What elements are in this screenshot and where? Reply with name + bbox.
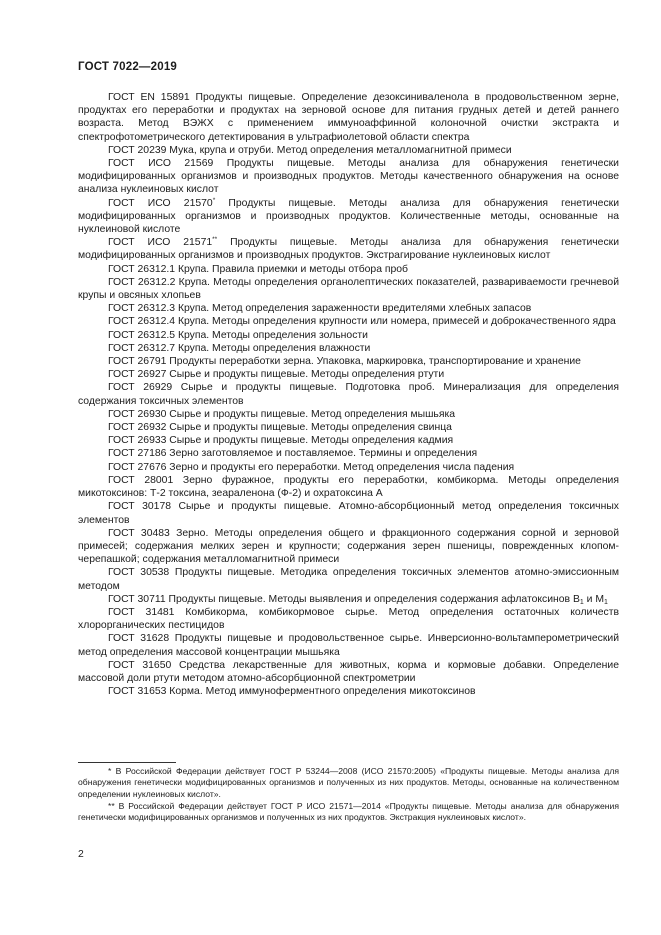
- reference-code: ГОСТ ИСО 21570: [108, 197, 213, 209]
- reference-item: ГОСТ 31628 Продукты пищевые и продовольственное сырье. Инверсионно-вольтамперометрический метод определения массовой концентрации мышьяка: [78, 633, 619, 658]
- normative-references-list: [78, 91, 619, 698]
- reference-text: и M: [583, 593, 605, 605]
- page-number: 2: [78, 849, 84, 860]
- reference-item: ГОСТ 26312.2 Крупа. Методы определения органолептических показателей, развариваемости гречневой крупы и овсяных хлопьев: [78, 276, 619, 302]
- reference-item: ГОСТ 31650 Средства лекарственные для животных, корма и кормовые добавки. Определение массовой доли ртути методом атомно-абсорбционной спектрометрии: [78, 659, 619, 684]
- reference-item: ГОСТ 31653 Корма. Метод иммуноферментного определения микотоксинов: [108, 686, 476, 698]
- reference-item: ГОСТ 26312.7 Крупа. Методы определения влажности: [108, 342, 371, 354]
- footnote-mark: *: [108, 766, 112, 776]
- reference-item: ГОСТ 27676 Зерно и продукты его переработки. Метод определения числа падения: [108, 461, 515, 473]
- footnote-mark: *: [212, 196, 216, 204]
- reference-item: ГОСТ 26929 Сырье и продукты пищевые. Подготовка проб. Минерализация для определения содержания токсичных элементов: [78, 382, 619, 407]
- footnote-mark: **: [108, 801, 115, 811]
- footnote-text: В Российской Федерации действует ГОСТ Р ИСО 21571—2014 «Продукты пищевые. Методы анализа для обнаружения генетически модифицированных организмов и полученных из них продуктов. Экстракция нуклеиновых кислот».: [78, 801, 619, 823]
- reference-item: ГОСТ 31481 Комбикорма, комбикормовое сырье. Метод определения остаточных количеств хлорорганических пестицидов: [78, 606, 619, 632]
- footnote-divider: [78, 762, 176, 763]
- reference-item: ГОСТ 26312.5 Крупа. Методы определения зольности: [108, 329, 368, 341]
- reference-item: ГОСТ 26927 Сырье и продукты пищевые. Методы определения ртути: [108, 369, 445, 381]
- reference-item: ГОСТ EN 15891 Продукты пищевые. Определение дезоксиниваленола в продовольственном зерне, продуктах его переработки и продуктах на зерновой основе для питания грудных детей и детей раннего возраста. Метод ВЭЖХ с применением иммуноаффинной колоночной очистки экстракта и спектрофотометрического детектирования в ультрафиолетовой области спектра: [78, 92, 619, 143]
- reference-item: ГОСТ 26312.4 Крупа. Методы определения крупности или номера, примесей и доброкачественного ядра: [108, 316, 616, 328]
- reference-item: ГОСТ 30483 Зерно. Методы определения общего и фракционного содержания сорной и зерновой примесей; содержания мелких зерен и крупности; содержания зерен пшеницы, поврежденных клопом-черепашкой; содержания металломагнитной примеси: [78, 527, 619, 566]
- reference-item: [78, 236, 619, 262]
- footnote: [78, 801, 619, 824]
- reference-item: ГОСТ 30538 Продукты пищевые. Методика определения токсичных элементов атомно-эмиссионным методом: [78, 567, 619, 592]
- reference-item: ГОСТ 28001 Зерно фуражное, продукты его переработки, комбикорма. Методы определения микотоксинов: Т-2 токсина, зеараленона (Ф-2) и охратоксина А: [78, 474, 619, 500]
- reference-title: Продукты пищевые. Методы анализа для обнаружения генетически модифицированных организмов и производных продуктов. Количественные методы, основанные на нуклеиновой кислоте: [78, 197, 619, 236]
- reference-item: [78, 197, 619, 237]
- reference-item: ГОСТ 20239 Мука, крупа и отруби. Метод определения металломагнитной примеси: [108, 144, 512, 156]
- reference-item: ГОСТ 26312.3 Крупа. Метод определения зараженности вредителями хлебных запасов: [108, 303, 532, 315]
- reference-item: ГОСТ 26791 Продукты переработки зерна. Упаковка, маркировка, транспортирование и хранение: [108, 356, 581, 368]
- subscript: 1: [604, 598, 608, 606]
- subscript: 1: [579, 598, 584, 606]
- reference-item: [78, 593, 619, 606]
- reference-item: ГОСТ ИСО 21569 Продукты пищевые. Методы анализа для обнаружения генетически модифицированных организмов и производных продуктов. Методы качественного обнаружения на основе анализа нуклеиновых кислот: [78, 158, 619, 196]
- reference-text: ГОСТ 30711 Продукты пищевые. Методы выявления и определения содержания афлатоксинов B: [108, 593, 580, 605]
- footnote: [78, 766, 619, 800]
- reference-item: ГОСТ 27186 Зерно заготовляемое и поставляемое. Термины и определения: [108, 448, 478, 460]
- reference-item: ГОСТ 26932 Сырье и продукты пищевые. Методы определения свинца: [108, 422, 452, 434]
- reference-code: ГОСТ ИСО 21571: [108, 237, 213, 249]
- footnote-text: В Российской Федерации действует ГОСТ Р 53244—2008 (ИСО 21570:2005) «Продукты пищевые. Методы анализа для обнаружения генетически модифицированных организмов и полученных из них продуктов. Методы, основанные на количественном определении нуклеиновых кислот».: [78, 766, 619, 799]
- reference-title: Продукты пищевые. Методы анализа для обнаружения генетически модифицированных организмов и производных продуктов. Экстрагирование нуклеиновых кислот: [78, 237, 619, 262]
- reference-item: ГОСТ 26933 Сырье и продукты пищевые. Методы определения кадмия: [108, 435, 454, 447]
- reference-item: ГОСТ 30178 Сырье и продукты пищевые. Атомно-абсорбционный метод определения токсичных элементов: [78, 501, 619, 526]
- reference-item: ГОСТ 26930 Сырье и продукты пищевые. Метод определения мышьяка: [108, 408, 456, 420]
- document-header: ГОСТ 7022—2019: [78, 61, 178, 73]
- reference-item: ГОСТ 26312.1 Крупа. Правила приемки и методы отбора проб: [108, 263, 408, 275]
- footnote-mark: **: [212, 236, 218, 244]
